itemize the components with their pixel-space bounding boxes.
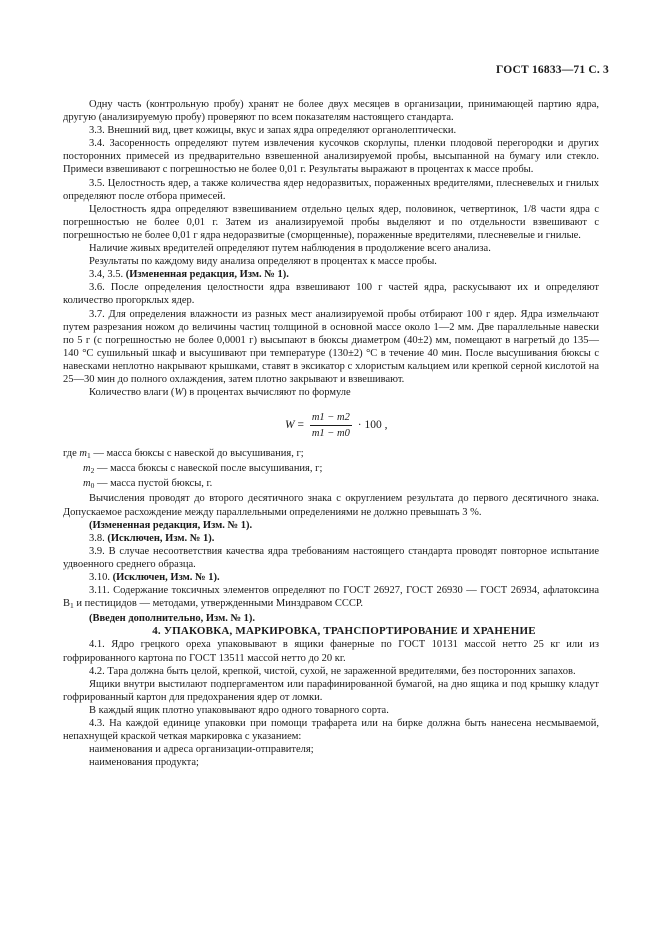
legend-row	[63, 462, 599, 477]
legend-prefix: где	[63, 448, 77, 460]
formula-tail: · 100 ,	[354, 419, 388, 432]
formula-legend	[63, 447, 599, 492]
clause-number: 3.4, 3.5.	[89, 269, 124, 281]
legend-row	[63, 477, 599, 492]
fraction-eighth: 1/8	[522, 203, 537, 215]
paragraph: В каждый ящик плотно упаковывают ядро одного товарного сорта.	[89, 704, 389, 716]
paragraph: 3.9. В случае несоответствия качества ядра требованиям настоящего стандарта проводят повторное испытание удвоенного среднего образца.	[63, 545, 599, 570]
paragraph: 4.1. Ядро грецкого ореха упаковывают в ящики фанерные по ГОСТ 10131 массой нетто 25 кг или из гофрированного картона по ГОСТ 13511 массой нетто до 20 кг.	[63, 639, 599, 664]
legend-sub: 0	[90, 481, 95, 491]
legend-text: — масса бюксы с навеской до высушивания, г;	[90, 448, 304, 460]
paragraph: Вычисления проводят до второго десятичного знака с округлением результата до первого десятичного знака. Допускаемое расхождение между параллельными определениями не должно превышать 3 %.	[63, 493, 599, 518]
moisture-formula	[63, 409, 599, 439]
paragraph: 3.3. Внешний вид, цвет кожицы, вкус и запах ядра определяют органолептически.	[89, 125, 457, 137]
formula-expression	[285, 411, 387, 440]
paragraph-text: и пестицидов — методами, утвержденными Минздравом СССР.	[73, 598, 364, 610]
formula-equals: =	[294, 419, 307, 432]
paragraph: 3.6. После определения целостности ядра взвешивают 100 г частей ядра, раскусывают их и определяют количество прогорклых ядер.	[63, 282, 599, 307]
amendment-note: (Исключен, Изм. № 1).	[107, 532, 215, 544]
document-body	[63, 98, 599, 769]
formula-fraction	[310, 411, 352, 440]
formula-denominator: m1 − m0	[311, 428, 350, 440]
amendment-note: (Измененная редакция, Изм. № 1).	[125, 269, 289, 281]
paragraph: 4.2. Тара должна быть целой, крепкой, чистой, сухой, не зараженной вредителями, без посторонних запахов.	[89, 665, 576, 677]
paragraph: 3.4. Засоренность определяют путем извлечения кусочков скорлупы, пленки плодовой перегородки и других посторонних примесей из предварительно взвешенной анализируемой пробы, высыпанной на бумагу или стекло. Примеси взвешивают с погрешностью не более 0,01 г. Результаты выражают в процентах к массе пробы.	[63, 138, 599, 176]
legend-text: — масса пустой бюксы, г.	[94, 478, 213, 490]
paragraph-text: Целостность ядра определяют взвешиванием отдельно целых ядер, половинок, четвертинок,	[89, 203, 519, 215]
paragraph: Наличие живых вредителей определяют путем наблюдения в продолжение всего анализа.	[89, 243, 491, 255]
paragraph: наименования продукта;	[89, 757, 199, 769]
legend-var: m	[83, 463, 91, 475]
paragraph: 4.3. На каждой единице упаковки при помощи трафарета или на бирке должна быть нанесена несмываемой, непахнущей краской четкая маркировка с указанием:	[63, 718, 599, 743]
paragraph	[63, 571, 599, 584]
formula-lhs: W	[285, 419, 295, 432]
clause-number: 3.8.	[89, 532, 105, 544]
legend-text: — масса бюксы с навеской после высушивания, г;	[94, 463, 323, 475]
formula-numerator: m1 − m2	[310, 411, 352, 426]
amendment-note: (Исключен, Изм. № 1).	[112, 572, 220, 583]
legend-sub: 2	[90, 466, 95, 476]
paragraph: Одну часть (контрольную пробу) хранят не более двух месяцев в организации, принимающей партию ядра, другую (анализируемую пробу) проверяют по всем показателям настоящего стандарта.	[63, 99, 599, 124]
paragraph: 3.5. Целостность ядер, а также количества ядер недоразвитых, пораженных вредителями, плесневелых и гнилых определяют после отбора примесей.	[63, 177, 599, 202]
variable-w: W	[174, 387, 184, 399]
legend-var: m	[83, 478, 91, 490]
paragraph-text: части ядра с погрешностью не более 0,01 г. Затем из анализируемой пробы выделяют и по отдельности взвешивают с погрешностью не более 0,01 г ядра недоразвитые (сморщенные), пораженные вредителями, плесневелые и гнилые.	[63, 203, 600, 241]
section-title: 4. УПАКОВКА, МАРКИРОВКА, ТРАНСПОРТИРОВАНИЕ И ХРАНЕНИЕ	[152, 625, 536, 638]
clause-number: 3.10.	[89, 572, 110, 583]
paragraph-text: Количество влаги (	[89, 387, 175, 399]
paragraph	[63, 386, 599, 399]
legend-var: m	[79, 448, 88, 460]
paragraph	[63, 268, 599, 281]
paragraph: Результаты по каждому виду анализа определяют в процентах к массе пробы.	[89, 256, 437, 268]
paragraph	[63, 532, 599, 545]
paragraph: Ящики внутри выстилают подпергаментом или парафинированной бумагой, на дно ящика и под крышку кладут гофрированный картон для предохранения ядер от ломки.	[63, 678, 599, 703]
legend-row	[63, 447, 599, 462]
amendment-note: (Введен дополнительно, Изм. № 1).	[89, 613, 256, 625]
legend-sub: 1	[87, 451, 91, 461]
paragraph	[63, 584, 599, 612]
paragraph: наименования и адреса организации-отправителя;	[89, 744, 314, 756]
paragraph-text: ) в процентах вычисляют по формуле	[183, 387, 351, 399]
amendment-note: (Измененная редакция, Изм. № 1).	[89, 519, 253, 531]
paragraph-text: 3.11. Содержание токсичных элементов определяют по ГОСТ 26927, ГОСТ 26930 — ГОСТ 26934, афлатоксина B	[63, 585, 599, 610]
subscript: 1	[70, 601, 74, 611]
page-header: ГОСТ 16833—71 С. 3	[496, 64, 609, 76]
paragraph: 3.7. Для определения влажности из разных мест анализируемой пробы отбирают 100 г ядер. Ядра измельчают путем разрезания ножом до величины частиц толщиной в основной массе около 1—2 мм. Две параллельные навески по 5 г (с погрешностью не более 0,0001 г) высыпают в бюксы диаметром (40±2) мм, помещают в нагретый до 135—140 °С сушильный шкаф и высушивают при температуре (130±2) °С в течение 40 мин. После высушивания бюксы с навесками неплотно накрывают крышками, ставят в эксикатор с хлористым кальцием или крепкой серной кислотой на 25—30 мин до полного охлаждения, затем плотно закрывают и взвешивают.	[63, 308, 599, 385]
paragraph	[63, 203, 599, 242]
